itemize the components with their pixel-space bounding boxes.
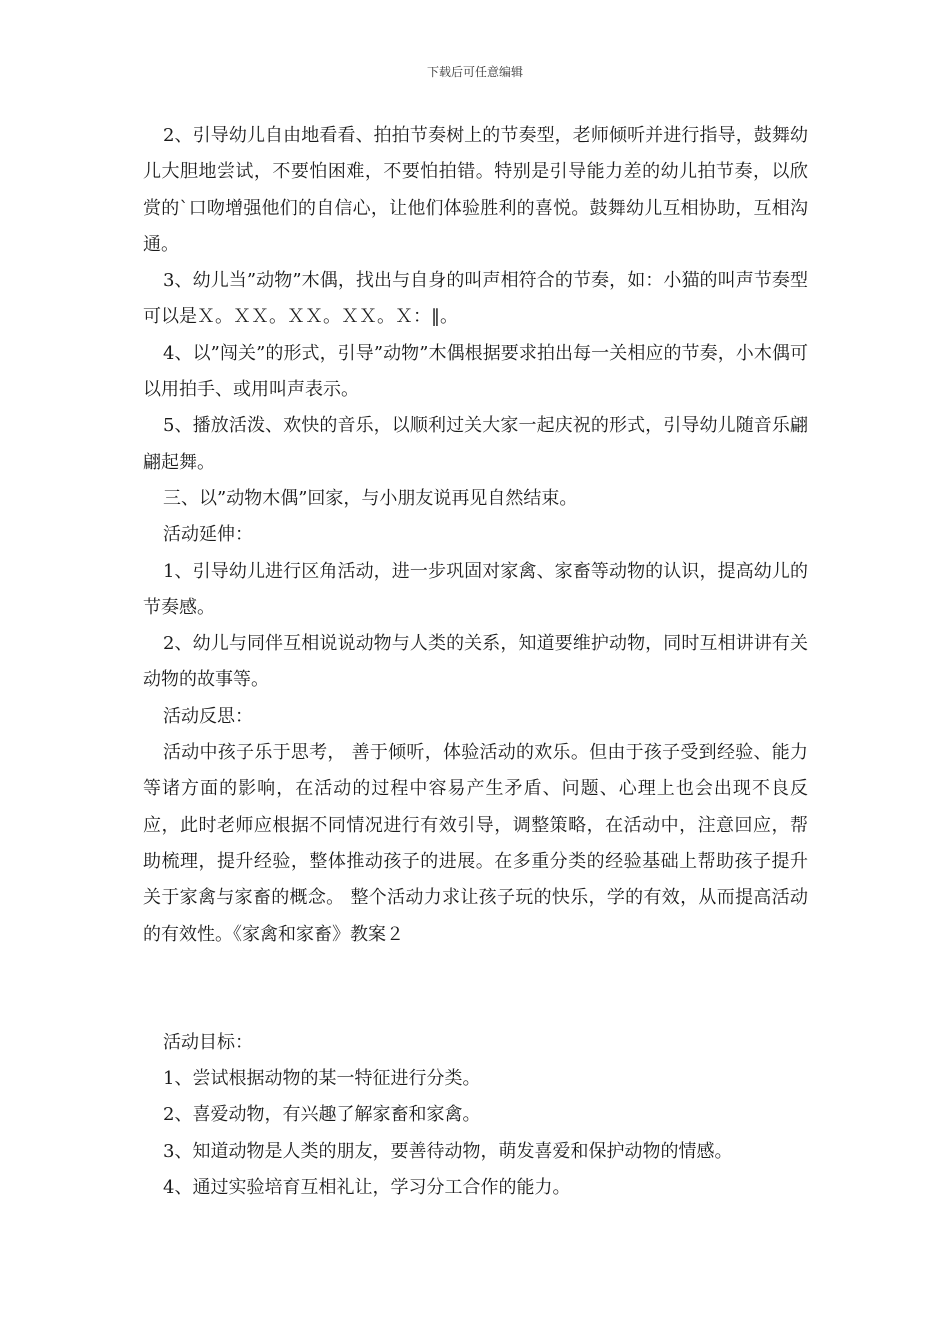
paragraph-goal-3: 3、知道动物是人类的朋友，要善待动物，萌发喜爱和保护动物的情感。 bbox=[163, 1140, 733, 1162]
section-gap bbox=[143, 953, 808, 1025]
page-header: 下载后可任意编辑 bbox=[426, 65, 523, 79]
heading-activity-goals: 活动目标： bbox=[163, 1031, 253, 1053]
paragraph-step-5: 5、播放活泼、欢快的音乐，以顺利过关大家一起庆祝的形式，引导幼儿随音乐翩翩起舞。 bbox=[143, 415, 808, 473]
heading-activity-reflection: 活动反思： bbox=[163, 705, 253, 727]
paragraph-step-4: 4、以”闯关”的形式，引导”动物”木偶根据要求拍出每一关相应的节奏，小木偶可以用拍手、或用叫声表示。 bbox=[143, 342, 808, 401]
paragraph-step-3: 3、幼儿当”动物”木偶，找出与自身的叫声相符合的节奏，如：小猫的叫声节奏型可以是Ｘ。ＸＸ。ＸＸ。ＸＸ。Ｘ：‖。 bbox=[143, 270, 808, 328]
paragraph-extension-1: 1、引导幼儿进行区角活动，进一步巩固对家禽、家畜等动物的认识，提高幼儿的节奏感。 bbox=[143, 560, 808, 618]
paragraph-goal-4: 4、通过实验培育互相礼让，学习分工合作的能力。 bbox=[163, 1177, 571, 1199]
paragraph-reflection: 活动中孩子乐于思考， 善于倾听，体验活动的欢乐。但由于孩子受到经验、能力等诸方面的影响，在活动的过程中容易产生矛盾、问题、心理上也会出现不良反应，此时老师应根据不同情况进行有效引导，调整策略，在活动中，注意回应，帮助梳理，提升经验，整体推动孩子的进展。在多重分类的经验基础上帮助孩子提升关于家禽与家畜的概念。 整个活动力求让孩子玩的快乐，学的有效，从而提高活动的有效性。《家禽和家畜》教案２ bbox=[143, 742, 808, 945]
paragraph-goal-1: 1、尝试根据动物的某一特征进行分类。 bbox=[163, 1068, 481, 1090]
document-body bbox=[143, 118, 808, 1206]
heading-activity-extension: 活动延伸： bbox=[163, 524, 253, 546]
paragraph-extension-2: 2、幼儿与同伴互相说说动物与人类的关系，知道要维护动物，同时互相讲讲有关动物的故事等。 bbox=[143, 633, 808, 691]
paragraph-step-2: 2、引导幼儿自由地看看、拍拍节奏树上的节奏型，老师倾听并进行指导，鼓舞幼儿大胆地尝试，不要怕困难，不要怕拍错。特别是引导能力差的幼儿拍节奏，以欣赏的`口吻增强他们的自信心，让他们体验胜利的喜悦。鼓舞幼儿互相协助，互相沟通。 bbox=[143, 125, 808, 255]
paragraph-section-3: 三、以”动物木偶”回家，与小朋友说再见自然结束。 bbox=[163, 487, 578, 509]
paragraph-goal-2: 2、喜爱动物，有兴趣了解家畜和家禽。 bbox=[163, 1104, 481, 1126]
